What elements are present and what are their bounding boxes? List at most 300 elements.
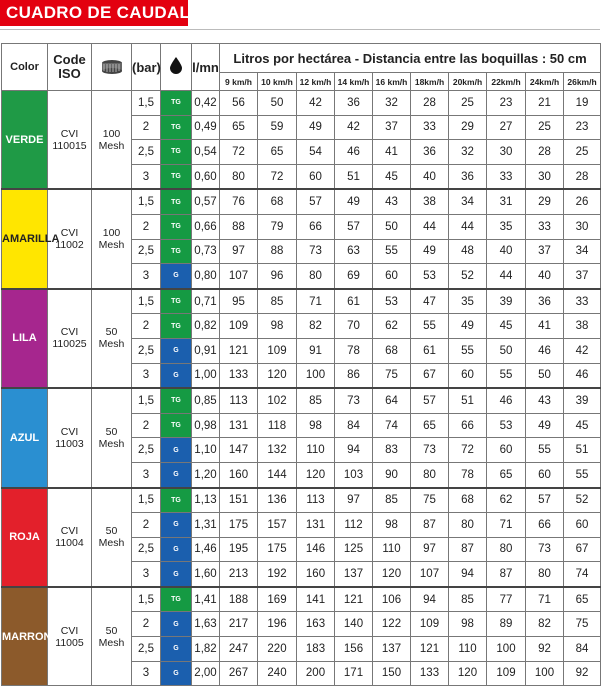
rate-value: 131 (297, 513, 335, 538)
rate-value: 151 (220, 488, 258, 513)
flow-lmn: 1,00 (192, 363, 220, 388)
pressure-bar: 3 (132, 661, 161, 686)
rate-value: 33 (411, 115, 449, 140)
rate-value: 80 (449, 513, 487, 538)
pressure-bar: 1,5 (132, 289, 161, 314)
rate-value: 79 (258, 214, 297, 239)
rate-value: 80 (220, 164, 258, 189)
code-iso: CVI 110015 (48, 91, 92, 190)
rate-value: 30 (564, 214, 601, 239)
rate-value: 87 (449, 537, 487, 562)
rate-value: 109 (220, 314, 258, 339)
rate-value: 160 (297, 562, 335, 587)
rate-value: 72 (449, 438, 487, 463)
rate-value: 74 (564, 562, 601, 587)
rate-value: 75 (564, 612, 601, 637)
pressure-bar: 3 (132, 164, 161, 189)
rate-value: 65 (220, 115, 258, 140)
rate-value: 120 (373, 562, 411, 587)
rate-value: 200 (297, 661, 335, 686)
nozzle-type-badge: TG (161, 189, 192, 214)
flow-rate-table (1, 43, 601, 686)
rate-value: 40 (487, 239, 526, 264)
rate-value: 49 (411, 239, 449, 264)
nozzle-type-badge: G (161, 338, 192, 363)
table-row (2, 388, 601, 413)
rate-value: 82 (297, 314, 335, 339)
rate-value: 30 (487, 140, 526, 165)
rate-value: 87 (411, 513, 449, 538)
rate-value: 80 (487, 537, 526, 562)
pressure-bar: 2 (132, 314, 161, 339)
flow-lmn: 0,80 (192, 264, 220, 289)
rate-value: 46 (564, 363, 601, 388)
rate-value: 97 (411, 537, 449, 562)
rate-value: 38 (411, 189, 449, 214)
rate-value: 32 (449, 140, 487, 165)
rate-value: 133 (220, 363, 258, 388)
rate-value: 106 (373, 587, 411, 612)
rate-value: 96 (258, 264, 297, 289)
rate-value: 66 (526, 513, 564, 538)
code-iso: CVI 11002 (48, 189, 92, 288)
flow-lmn: 0,57 (192, 189, 220, 214)
rate-value: 85 (373, 488, 411, 513)
rate-value: 213 (220, 562, 258, 587)
rate-value: 50 (487, 338, 526, 363)
rate-value: 147 (220, 438, 258, 463)
rate-value: 120 (297, 462, 335, 487)
rate-value: 78 (449, 462, 487, 487)
rate-value: 89 (487, 612, 526, 637)
rate-value: 121 (411, 637, 449, 662)
nozzle-type-badge: TG (161, 488, 192, 513)
pressure-bar: 3 (132, 462, 161, 487)
rate-value: 196 (258, 612, 297, 637)
pressure-bar: 1,5 (132, 587, 161, 612)
color-label: AMARILLA (2, 189, 48, 288)
filter-mesh: 100 Mesh (92, 91, 132, 190)
code-iso: CVI 11003 (48, 388, 92, 487)
rate-value: 267 (220, 661, 258, 686)
rate-value: 78 (335, 338, 373, 363)
flow-lmn: 1,46 (192, 537, 220, 562)
rate-value: 56 (220, 91, 258, 116)
rate-value: 144 (258, 462, 297, 487)
rate-value: 36 (411, 140, 449, 165)
rate-value: 41 (373, 140, 411, 165)
rate-value: 133 (411, 661, 449, 686)
rate-value: 98 (449, 612, 487, 637)
rate-value: 57 (526, 488, 564, 513)
rate-value: 68 (373, 338, 411, 363)
rate-value: 60 (564, 513, 601, 538)
rate-value: 33 (564, 289, 601, 314)
flow-lmn: 0,54 (192, 140, 220, 165)
rate-value: 94 (411, 587, 449, 612)
flow-lmn: 1,10 (192, 438, 220, 463)
rate-value: 90 (373, 462, 411, 487)
rate-value: 240 (258, 661, 297, 686)
nozzle-type-badge: TG (161, 140, 192, 165)
rate-value: 60 (487, 438, 526, 463)
nozzle-type-badge: TG (161, 239, 192, 264)
rate-value: 26 (564, 189, 601, 214)
rate-value: 25 (449, 91, 487, 116)
rate-value: 60 (526, 462, 564, 487)
rate-value: 118 (258, 413, 297, 438)
rate-value: 57 (335, 214, 373, 239)
rate-value: 45 (487, 314, 526, 339)
table-row (2, 289, 601, 314)
rate-value: 85 (449, 587, 487, 612)
nozzle-type-badge: G (161, 363, 192, 388)
rate-value: 50 (526, 363, 564, 388)
rate-value: 62 (487, 488, 526, 513)
rate-value: 45 (564, 413, 601, 438)
rate-value: 80 (297, 264, 335, 289)
title-divider (0, 29, 600, 30)
rate-value: 41 (526, 314, 564, 339)
rate-value: 63 (335, 239, 373, 264)
flow-lmn: 0,66 (192, 214, 220, 239)
nozzle-type-badge: TG (161, 587, 192, 612)
rate-value: 37 (373, 115, 411, 140)
rate-value: 103 (335, 462, 373, 487)
rate-value: 49 (335, 189, 373, 214)
rate-value: 71 (526, 587, 564, 612)
rate-value: 55 (564, 462, 601, 487)
rate-value: 100 (297, 363, 335, 388)
rate-value: 88 (258, 239, 297, 264)
code-iso: CVI 110025 (48, 289, 92, 388)
rate-value: 19 (564, 91, 601, 116)
rate-value: 125 (335, 537, 373, 562)
rate-value: 32 (373, 91, 411, 116)
flow-lmn: 0,71 (192, 289, 220, 314)
filter-mesh: 50 Mesh (92, 587, 132, 686)
rate-value: 80 (411, 462, 449, 487)
flow-lmn: 0,85 (192, 388, 220, 413)
table-row (2, 488, 601, 513)
rate-value: 28 (564, 164, 601, 189)
rate-value: 121 (335, 587, 373, 612)
rate-value: 44 (449, 214, 487, 239)
rate-value: 43 (373, 189, 411, 214)
rate-value: 70 (335, 314, 373, 339)
rate-value: 100 (526, 661, 564, 686)
rate-value: 39 (564, 388, 601, 413)
rate-value: 109 (411, 612, 449, 637)
flow-lmn: 1,31 (192, 513, 220, 538)
flow-lmn: 1,41 (192, 587, 220, 612)
rate-value: 49 (449, 314, 487, 339)
rate-value: 110 (297, 438, 335, 463)
rate-value: 29 (526, 189, 564, 214)
rate-value: 113 (220, 388, 258, 413)
header-lmn: l/mn (192, 44, 220, 91)
rate-value: 53 (487, 413, 526, 438)
rate-value: 97 (220, 239, 258, 264)
color-label: MARRON (2, 587, 48, 686)
rate-value: 51 (564, 438, 601, 463)
header-drop (161, 44, 192, 91)
rate-value: 76 (220, 189, 258, 214)
rate-value: 75 (373, 363, 411, 388)
rate-value: 42 (335, 115, 373, 140)
pressure-bar: 1,5 (132, 488, 161, 513)
rate-value: 40 (411, 164, 449, 189)
filter-mesh-icon (100, 59, 124, 75)
pressure-bar: 1,5 (132, 91, 161, 116)
rate-value: 64 (373, 388, 411, 413)
rate-value: 65 (411, 413, 449, 438)
rate-value: 109 (487, 661, 526, 686)
nozzle-type-badge: G (161, 462, 192, 487)
rate-value: 61 (411, 338, 449, 363)
rate-value: 27 (487, 115, 526, 140)
flow-lmn: 0,82 (192, 314, 220, 339)
rate-value: 175 (220, 513, 258, 538)
rate-value: 73 (335, 388, 373, 413)
rate-value: 31 (487, 189, 526, 214)
filter-mesh: 50 Mesh (92, 488, 132, 587)
rate-value: 62 (373, 314, 411, 339)
header-speed: 9 km/h (220, 73, 258, 91)
flow-lmn: 0,42 (192, 91, 220, 116)
header-speed: 14 km/h (335, 73, 373, 91)
rate-value: 33 (487, 164, 526, 189)
flow-lmn: 0,49 (192, 115, 220, 140)
flow-lmn: 2,00 (192, 661, 220, 686)
header-filter (92, 44, 132, 91)
nozzle-type-badge: G (161, 264, 192, 289)
rate-value: 54 (297, 140, 335, 165)
rate-value: 25 (564, 140, 601, 165)
rate-value: 35 (487, 214, 526, 239)
rate-value: 71 (297, 289, 335, 314)
pressure-bar: 2 (132, 214, 161, 239)
rate-value: 195 (220, 537, 258, 562)
rate-value: 52 (564, 488, 601, 513)
header-speed: 26km/h (564, 73, 601, 91)
rate-value: 97 (335, 488, 373, 513)
rate-value: 55 (526, 438, 564, 463)
rate-value: 84 (564, 637, 601, 662)
rate-value: 73 (526, 537, 564, 562)
rate-value: 47 (411, 289, 449, 314)
rate-value: 72 (258, 164, 297, 189)
rate-value: 59 (258, 115, 297, 140)
pressure-bar: 2,5 (132, 637, 161, 662)
rate-value: 65 (258, 140, 297, 165)
rate-value: 150 (373, 661, 411, 686)
flow-lmn: 1,13 (192, 488, 220, 513)
rate-value: 23 (487, 91, 526, 116)
rate-value: 87 (487, 562, 526, 587)
rate-value: 46 (487, 388, 526, 413)
rate-value: 110 (449, 637, 487, 662)
rate-value: 66 (449, 413, 487, 438)
rate-value: 183 (297, 637, 335, 662)
rate-value: 109 (258, 338, 297, 363)
rate-value: 100 (487, 637, 526, 662)
rate-value: 48 (449, 239, 487, 264)
rate-value: 73 (297, 239, 335, 264)
pressure-bar: 2 (132, 612, 161, 637)
rate-value: 50 (373, 214, 411, 239)
code-iso: CVI 11004 (48, 488, 92, 587)
rate-value: 42 (564, 338, 601, 363)
color-label: LILA (2, 289, 48, 388)
rate-value: 60 (373, 264, 411, 289)
flow-lmn: 1,82 (192, 637, 220, 662)
rate-value: 67 (411, 363, 449, 388)
rate-value: 51 (449, 388, 487, 413)
rate-value: 102 (258, 388, 297, 413)
rate-value: 91 (297, 338, 335, 363)
rate-value: 84 (335, 413, 373, 438)
rate-value: 113 (297, 488, 335, 513)
rate-value: 77 (487, 587, 526, 612)
pressure-bar: 3 (132, 363, 161, 388)
rate-value: 65 (564, 587, 601, 612)
header-speed: 24km/h (526, 73, 564, 91)
rate-value: 132 (258, 438, 297, 463)
pressure-bar: 2 (132, 115, 161, 140)
rate-value: 21 (526, 91, 564, 116)
title-banner (0, 0, 214, 26)
flow-lmn: 0,60 (192, 164, 220, 189)
rate-value: 107 (411, 562, 449, 587)
rate-value: 68 (258, 189, 297, 214)
nozzle-type-badge: TG (161, 413, 192, 438)
nozzle-type-badge: TG (161, 164, 192, 189)
nozzle-type-badge: G (161, 612, 192, 637)
header-speed: 18km/h (411, 73, 449, 91)
rate-value: 44 (487, 264, 526, 289)
table-row (2, 189, 601, 214)
rate-value: 131 (220, 413, 258, 438)
rate-value: 88 (220, 214, 258, 239)
rate-value: 157 (258, 513, 297, 538)
rate-value: 37 (564, 264, 601, 289)
rate-value: 65 (487, 462, 526, 487)
pressure-bar: 2,5 (132, 140, 161, 165)
rate-value: 44 (411, 214, 449, 239)
rate-value: 98 (373, 513, 411, 538)
color-label: AZUL (2, 388, 48, 487)
nozzle-type-badge: TG (161, 289, 192, 314)
rate-value: 51 (335, 164, 373, 189)
rate-value: 247 (220, 637, 258, 662)
rate-value: 220 (258, 637, 297, 662)
color-label: VERDE (2, 91, 48, 190)
rate-value: 73 (411, 438, 449, 463)
pressure-bar: 2,5 (132, 239, 161, 264)
rate-value: 141 (297, 587, 335, 612)
pressure-bar: 3 (132, 562, 161, 587)
droplet-icon (170, 57, 182, 74)
rate-value: 98 (258, 314, 297, 339)
flow-lmn: 1,60 (192, 562, 220, 587)
rate-value: 80 (526, 562, 564, 587)
rate-value: 94 (335, 438, 373, 463)
rate-value: 57 (297, 189, 335, 214)
rate-value: 137 (335, 562, 373, 587)
rate-value: 72 (220, 140, 258, 165)
rate-value: 53 (411, 264, 449, 289)
rate-value: 146 (297, 537, 335, 562)
nozzle-type-badge: G (161, 661, 192, 686)
pressure-bar: 2,5 (132, 537, 161, 562)
header-speed: 10 km/h (258, 73, 297, 91)
rate-value: 57 (411, 388, 449, 413)
flow-lmn: 0,91 (192, 338, 220, 363)
rate-value: 43 (526, 388, 564, 413)
rate-value: 175 (258, 537, 297, 562)
header-bar: (bar) (132, 44, 161, 91)
rate-value: 46 (335, 140, 373, 165)
rate-value: 92 (564, 661, 601, 686)
rate-value: 69 (335, 264, 373, 289)
rate-value: 217 (220, 612, 258, 637)
rate-value: 55 (411, 314, 449, 339)
rate-value: 137 (373, 637, 411, 662)
rate-value: 55 (373, 239, 411, 264)
rate-value: 49 (526, 413, 564, 438)
rate-value: 34 (449, 189, 487, 214)
nozzle-type-badge: TG (161, 91, 192, 116)
pressure-bar: 2 (132, 413, 161, 438)
rate-value: 94 (449, 562, 487, 587)
flow-lmn: 1,63 (192, 612, 220, 637)
rate-value: 107 (220, 264, 258, 289)
rate-value: 60 (449, 363, 487, 388)
nozzle-type-badge: TG (161, 314, 192, 339)
rate-value: 45 (373, 164, 411, 189)
header-litros: Litros por hectárea - Distancia entre las boquillas : 50 cm (220, 44, 601, 73)
flow-lmn: 1,20 (192, 462, 220, 487)
header-speed: 20km/h (449, 73, 487, 91)
pressure-bar: 1,5 (132, 388, 161, 413)
rate-value: 112 (335, 513, 373, 538)
rate-value: 122 (373, 612, 411, 637)
header-speed: 16 km/h (373, 73, 411, 91)
filter-mesh: 50 Mesh (92, 388, 132, 487)
nozzle-type-badge: G (161, 637, 192, 662)
nozzle-type-badge: TG (161, 214, 192, 239)
header-speed: 12 km/h (297, 73, 335, 91)
rate-value: 85 (297, 388, 335, 413)
rate-value: 192 (258, 562, 297, 587)
rate-value: 53 (373, 289, 411, 314)
rate-value: 37 (526, 239, 564, 264)
rate-value: 42 (297, 91, 335, 116)
rate-value: 28 (411, 91, 449, 116)
rate-value: 82 (526, 612, 564, 637)
rate-value: 55 (487, 363, 526, 388)
flow-lmn: 0,73 (192, 239, 220, 264)
code-iso: CVI 11005 (48, 587, 92, 686)
rate-value: 83 (373, 438, 411, 463)
rate-value: 50 (258, 91, 297, 116)
pressure-bar: 1,5 (132, 189, 161, 214)
rate-value: 36 (526, 289, 564, 314)
rate-value: 38 (564, 314, 601, 339)
flow-lmn: 0,98 (192, 413, 220, 438)
rate-value: 60 (297, 164, 335, 189)
